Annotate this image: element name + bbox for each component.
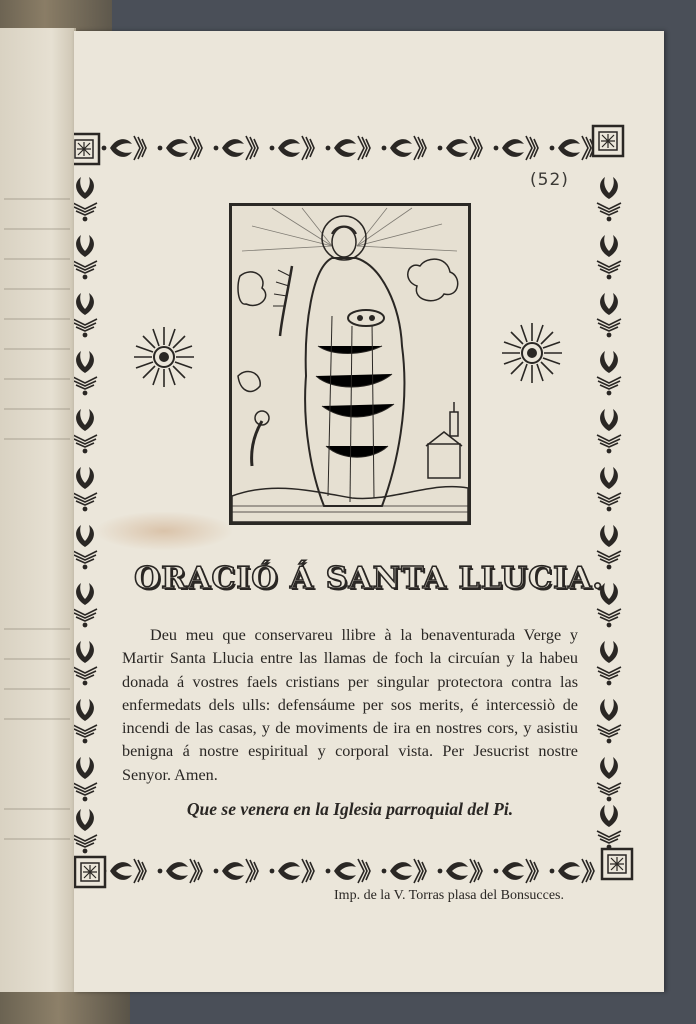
printed-sheet: [74, 31, 664, 992]
book-bottom-edge: [0, 992, 130, 1024]
corner-top-left: [74, 134, 99, 164]
corner-top-right: [593, 126, 623, 156]
border-right: [597, 177, 621, 849]
corner-bottom-right: [602, 849, 632, 879]
right-sunburst-ornament: [500, 321, 564, 385]
left-sunburst-ornament: [132, 325, 196, 389]
prayer-body: Deu meu que conservareu llibre à la benaventurada Verge y Martir Santa Llucia entre las llamas de foch la circuían y la habeu donada á vostres faels cristians per singular protectora contra las enfermedats dels ulls: defensáume per sos merits, é intercessiò de incendi de las casas, y de moviments de ira en nostres cors, y asistiu benigna á nostre espiritual y corporal vista. Per Jesucrist nostre Senyor. Amen.: [122, 626, 578, 784]
corner-bottom-left: [75, 857, 105, 887]
border-top: [102, 136, 594, 160]
border-left: [74, 177, 97, 853]
veneration-line: Que se venera en la Iglesia parroquial del Pi.: [186, 799, 514, 819]
facing-page-edge: [0, 28, 76, 992]
prayer-title: ORACIÓ Á SANTA LLUCIA.: [134, 561, 604, 596]
border-bottom: [102, 859, 594, 883]
saint-lucy-woodcut: [229, 203, 471, 525]
printer-imprint: Imp. de la V. Torras plasa del Bonsucces.: [334, 888, 564, 903]
archive-number: (52): [530, 170, 569, 190]
